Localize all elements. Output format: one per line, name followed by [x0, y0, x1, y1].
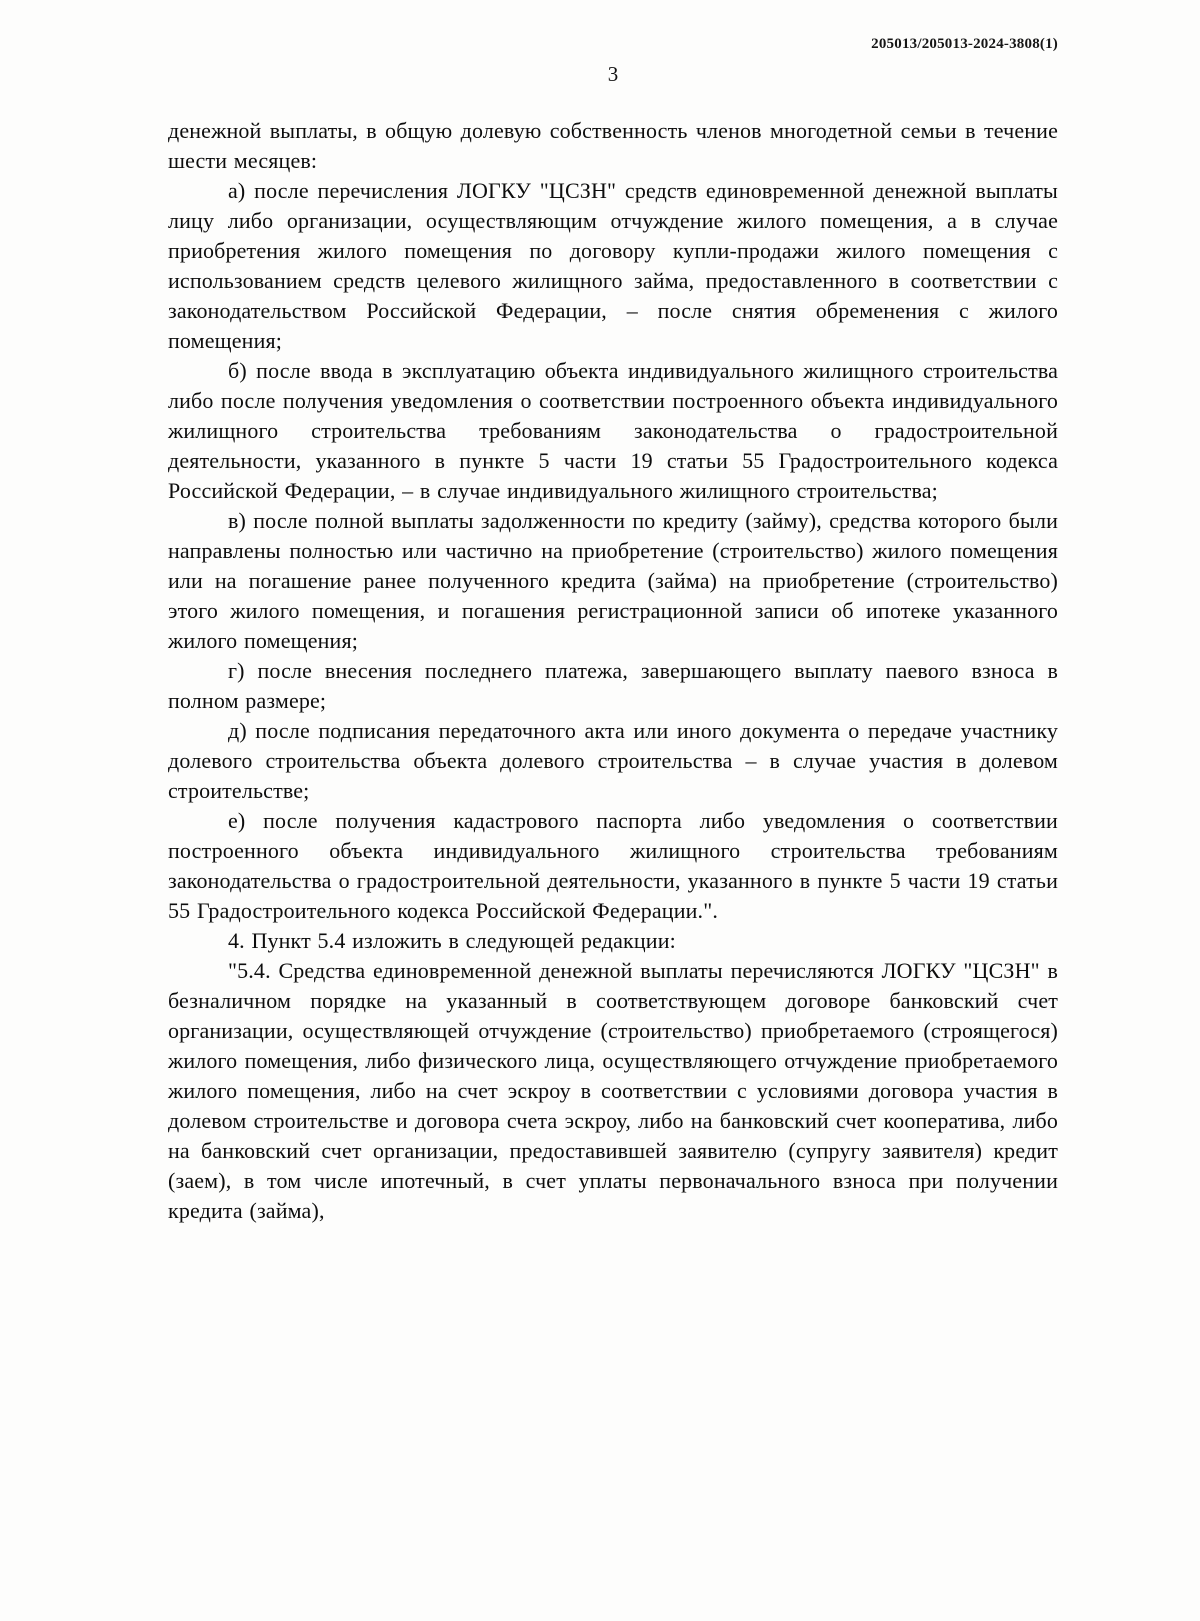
paragraph: б) после ввода в эксплуатацию объекта индивидуального жилищного строительства либо после получения уведомления о соответствии построенного объекта индивидуального жилищного строительства требованиям законодательства о градостроительной деятельности, указанного в пункте 5 части 19 статьи 55 Градостроительного кодекса Российской Федерации, – в случае индивидуального жилищного строительства; [168, 358, 1058, 503]
document-body [168, 116, 1058, 1226]
page-number: 3 [607, 62, 619, 86]
paragraph: д) после подписания передаточного акта или иного документа о передаче участнику долевого строительства объекта долевого строительства – в случае участия в долевом строительстве; [168, 718, 1058, 803]
paragraph: г) после внесения последнего платежа, завершающего выплату паевого взноса в полном размере; [168, 658, 1058, 713]
paragraph: а) после перечисления ЛОГКУ "ЦСЗН" средств единовременной денежной выплаты лицу либо организации, осуществляющим отчуждение жилого помещения, а в случае приобретения жилого помещения по договору купли-продажи жилого помещения с использованием средств целевого жилищного займа, предоставленного в соответствии с законодательством Российской Федерации, – после снятия обременения с жилого помещения; [168, 178, 1058, 353]
paragraph: е) после получения кадастрового паспорта либо уведомления о соответствии построенного объекта индивидуального жилищного строительства требованиям законодательства о градостроительной деятельности, указанного в пункте 5 части 19 статьи 55 Градостроительного кодекса Российской Федерации.". [168, 808, 1058, 923]
paragraph: в) после полной выплаты задолженности по кредиту (займу), средства которого были направлены полностью или частично на приобретение (строительство) жилого помещения или на погашение ранее полученного кредита (займа) на приобретение (строительство) этого жилого помещения, и погашения регистрационной записи об ипотеке указанного жилого помещения; [168, 508, 1058, 653]
document-reference: 205013/205013-2024-3808(1) [871, 36, 1058, 52]
paragraph: денежной выплаты, в общую долевую собственность членов многодетной семьи в течение шести месяцев: [168, 118, 1058, 173]
paragraph: "5.4. Средства единовременной денежной выплаты перечисляются ЛОГКУ "ЦСЗН" в безналичном порядке на указанный в соответствующем договоре банковский счет организации, осуществляющей отчуждение (строительство) приобретаемого (строящегося) жилого помещения, либо физического лица, осуществляющего отчуждение приобретаемого жилого помещения, либо на счет эскроу в соответствии с условиями договора участия в долевом строительстве и договора счета эскроу, либо на банковский счет кооператива, либо на банковский счет организации, предоставившей заявителю (супругу заявителя) кредит (заем), в том числе ипотечный, в счет уплаты первоначального взноса при получении кредита (займа), [168, 958, 1058, 1223]
paragraph: 4. Пункт 5.4 изложить в следующей редакции: [228, 928, 676, 953]
